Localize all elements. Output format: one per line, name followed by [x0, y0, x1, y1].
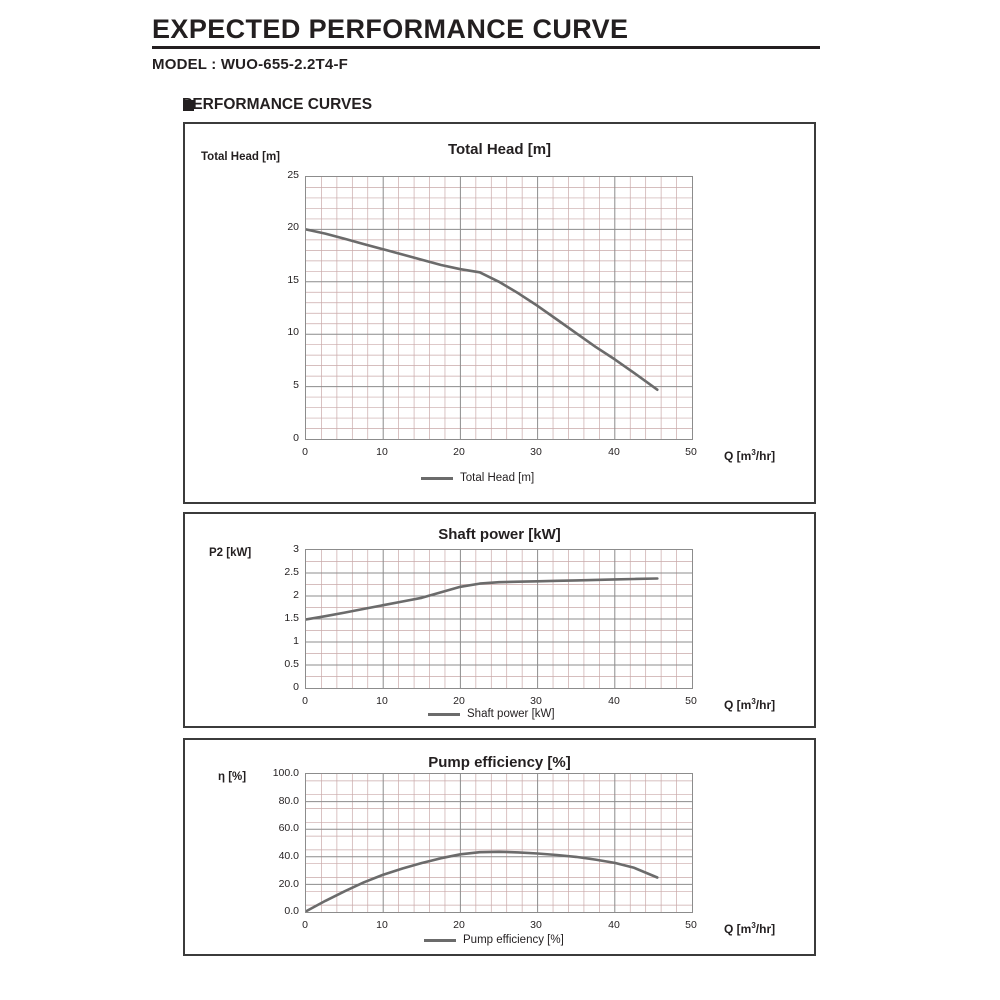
- chart-title-total-head: Total Head [m]: [447, 141, 552, 158]
- ytick-eff-4: 20.0: [278, 878, 299, 890]
- xtick-head-1: 10: [376, 446, 388, 458]
- x-axis-label-shaft-power: Q $[m^3/hr]$: [724, 697, 776, 712]
- title-underline: [152, 46, 820, 49]
- plot-area-pump-efficiency: [305, 773, 693, 913]
- legend-shaft-power: [428, 708, 555, 720]
- ytick-power-0: 3: [293, 543, 299, 555]
- ytick-head-1: 20: [287, 221, 299, 233]
- xtick-head-4: 40: [608, 446, 620, 458]
- ytick-head-3: 10: [287, 326, 299, 338]
- legend-swatch-line: [428, 713, 460, 716]
- legend-swatch-line: [424, 939, 456, 942]
- ytick-power-3: 1.5: [284, 612, 299, 624]
- plot-svg-total-head: [306, 177, 692, 439]
- ytick-power-6: 0: [293, 681, 299, 693]
- ytick-power-5: 0.5: [284, 658, 299, 670]
- chart-panel-total-head: [183, 122, 816, 504]
- xtick-head-0: 0: [302, 446, 308, 458]
- legend-pump-efficiency: [424, 934, 564, 946]
- legend-swatch-line: [421, 477, 453, 480]
- legend-label-shaft-power: Shaft power [kW]: [467, 708, 555, 720]
- ytick-eff-3: 40.0: [278, 850, 299, 862]
- model-label: MODEL : WUO-655-2.2T4-F: [152, 56, 349, 73]
- xtick-eff-5: 50: [685, 919, 697, 931]
- x-axis-label-total-head: Q $[m^3/hr]$: [724, 448, 776, 463]
- ytick-eff-1: 80.0: [278, 795, 299, 807]
- ytick-head-5: 0: [293, 432, 299, 444]
- xtick-eff-2: 20: [453, 919, 465, 931]
- xtick-power-2: 20: [453, 695, 465, 707]
- ytick-head-4: 5: [293, 379, 299, 391]
- chart-panel-pump-efficiency: [183, 738, 816, 956]
- section-heading: PERFORMANCE CURVES: [182, 96, 373, 113]
- ytick-power-4: 1: [293, 635, 299, 647]
- xtick-eff-4: 40: [608, 919, 620, 931]
- legend-total-head: [421, 472, 534, 484]
- chart-title-pump-efficiency: Pump efficiency [%]: [428, 754, 571, 771]
- plot-area-total-head: [305, 176, 693, 440]
- xtick-eff-3: 30: [530, 919, 542, 931]
- xtick-head-2: 20: [453, 446, 465, 458]
- ytick-eff-0: 100.0: [272, 767, 299, 779]
- xtick-power-4: 40: [608, 695, 620, 707]
- legend-label-pump-efficiency: Pump efficiency [%]: [463, 934, 564, 946]
- xtick-power-1: 10: [376, 695, 388, 707]
- curve-pump-efficiency: [306, 852, 657, 912]
- chart-panel-shaft-power: [183, 512, 816, 728]
- ytick-head-2: 15: [287, 274, 299, 286]
- plot-area-shaft-power: [305, 549, 693, 689]
- xtick-power-3: 30: [530, 695, 542, 707]
- xtick-power-5: 50: [685, 695, 697, 707]
- xtick-eff-1: 10: [376, 919, 388, 931]
- ytick-head-0: 25: [287, 169, 299, 181]
- chart-title-shaft-power: Shaft power [kW]: [438, 526, 561, 543]
- y-axis-label-shaft-power: P2 [kW]: [209, 547, 252, 559]
- xtick-head-5: 50: [685, 446, 697, 458]
- legend-label-total-head: Total Head [m]: [460, 472, 535, 484]
- ytick-eff-5: 0.0: [284, 905, 299, 917]
- ytick-eff-2: 60.0: [278, 822, 299, 834]
- page-title: EXPECTED PERFORMANCE CURVE: [152, 14, 629, 44]
- ytick-power-1: 2.5: [284, 566, 299, 578]
- plot-svg-shaft-power: [306, 550, 692, 688]
- y-axis-label-total-head: Total Head [m]: [201, 151, 281, 163]
- y-axis-label-pump-efficiency: η [%]: [218, 771, 247, 783]
- ytick-power-2: 2: [293, 589, 299, 601]
- x-axis-label-pump-efficiency: Q $[m^3/hr]$: [724, 921, 776, 936]
- xtick-head-3: 30: [530, 446, 542, 458]
- xtick-eff-0: 0: [302, 919, 308, 931]
- plot-svg-pump-efficiency: [306, 774, 692, 912]
- xtick-power-0: 0: [302, 695, 308, 707]
